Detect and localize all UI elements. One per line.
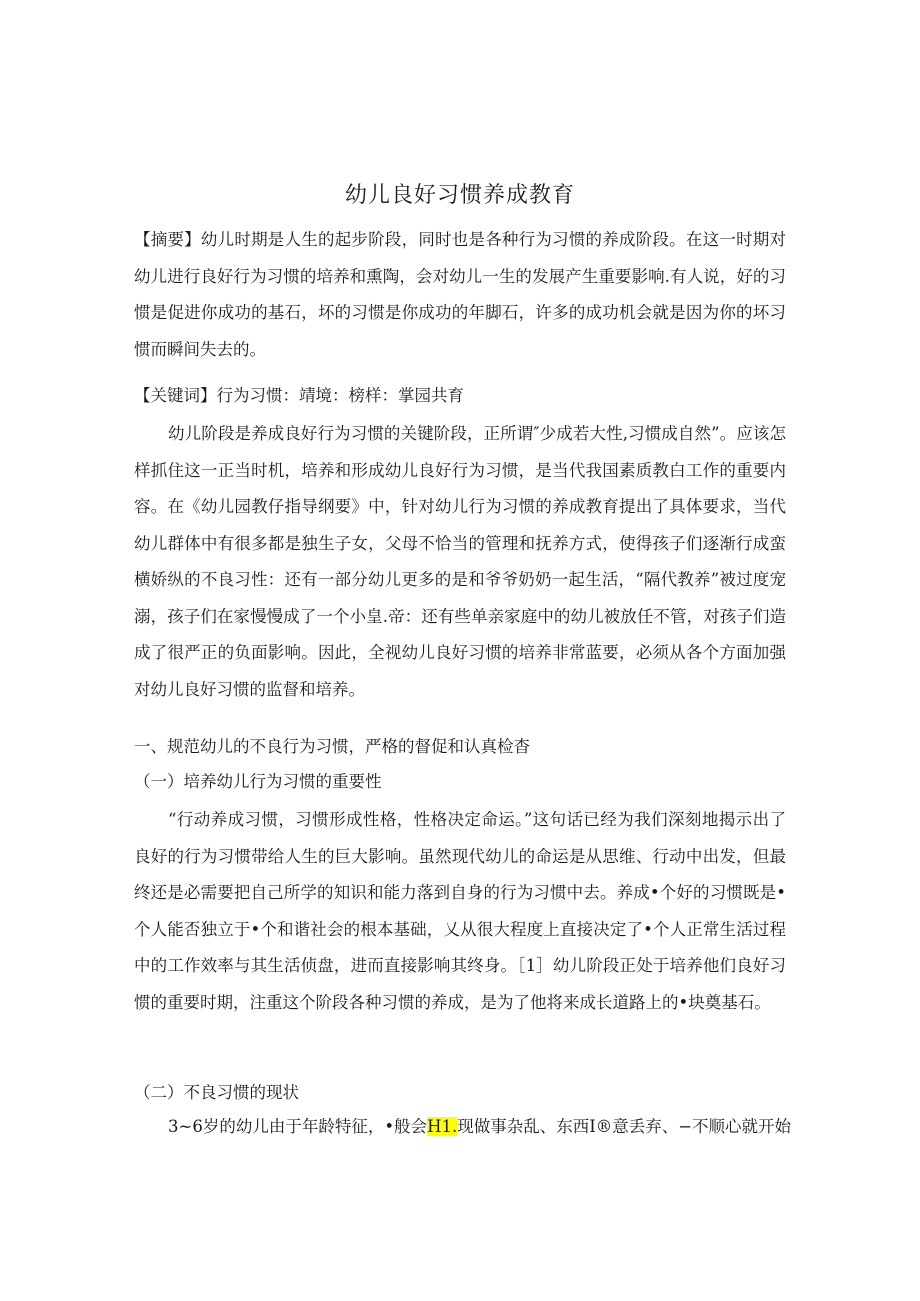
sub2-text-after: 现做事杂乱、东西I®意丢弃、−不顺心就开始: [457, 1117, 792, 1136]
intro-paragraph: [134, 416, 786, 708]
section1-sub2-first-line: [168, 1113, 791, 1137]
abstract-paragraph: [134, 222, 786, 368]
section1-heading: 一、规范幼儿的不良行为习惯，严格的督促和认真检杳: [134, 737, 530, 756]
highlighted-text: H1.: [427, 1117, 458, 1136]
intro-text: 幼儿阶段是养成良好行为习惯的关键阶段，正所谓″少成若大性,习惯成自然”。应该怎样抓住这一正当时机，培养和形成幼儿良好行为习惯，是当代我国素质教白工作的重要内容。在《幼儿园教仔指导纲要》中，针对幼儿行为习惯的养成教育提出了具体要求，当代幼儿群体中有很多都是独生子女，父母不恰当的管理和抚养方式，使得孩子们逐渐行成蛮横娇纵的不良习性：还有一部分幼儿更多的是和爷爷奶奶一起生活，“隔代教养”被过度宠溺，孩子们在家慢慢成了一个小皇.帝：还有些单亲家庭中的幼儿被放任不管，对孩子们造成了很严正的负面影响。因此，全视幼儿良好习惯的培养非常蓝要，必须从各个方面加强对幼儿良好习惯的监督和培养。: [134, 424, 786, 699]
document-title: 幼儿良好习惯养成教育: [344, 183, 575, 208]
section1-sub1-paragraph: [134, 802, 786, 1021]
sub2-text-before: 3~6岁的幼儿由于年龄特征，•般会: [168, 1117, 428, 1136]
section1-sub2-heading: （二）不良习惯的现状: [134, 1083, 299, 1102]
section1-sub1-heading: （一）培养幼儿行为习惯的重要性: [134, 772, 382, 791]
keywords-label: 【关键词】: [134, 386, 217, 405]
abstract-label: 【摘要】: [134, 230, 201, 249]
abstract-text: 幼儿时期是人生的起步阶段，同时也是各种行为习惯的养成阶段。在这一时期对幼儿进行良好行为习惯的培养和熏陶，会对幼儿一生的发展产生重要影响.有人说，好的习惯是促进你成功的基石，坏的习惯是你成功的年脚石，许多的成功机会就是因为你的坏习惯而瞬间失去的。: [134, 230, 787, 359]
keywords-text: 行为习惯：靖境：榜样：掌园共育: [216, 386, 464, 405]
keywords-line: [134, 382, 464, 406]
section1-sub1-text: “行动养成习惯，习惯形成性格，性格决定命运。”这句话已经为我们深刻地揭示出了良好的行为习惯带给人生的巨大影响。虽然现代幼儿的命运是从思维、行动中出发，但最终还是必需要把自己所学的知识和能力落到自身的行为习惯中去。养成•个好的习惯既是•个人能否独立于•个和谐社会的根本基础，乂从很大程度上直接决定了•个人正常生活过程中的工作效率与其生活侦盘，进而直接影响其终身。［1］幼儿阶段正处于培养他们良好习惯的重要时期，注重这个阶段各种习惯的养成，是为了他将来成长道路上的•块奠基石。: [134, 810, 786, 1012]
